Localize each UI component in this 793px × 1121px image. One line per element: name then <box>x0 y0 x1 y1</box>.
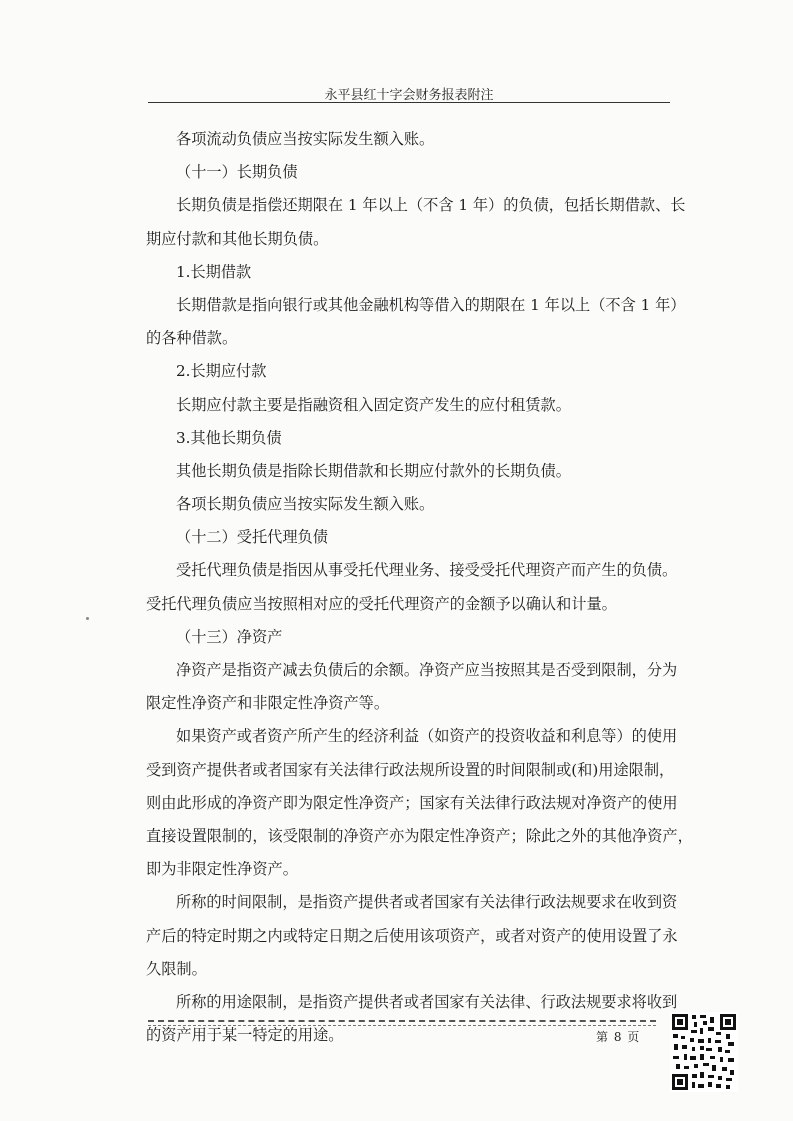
paragraph-line: 长期借款是指向银行或其他金融机构等借入的期限在 1 年以上（不含 1 年） <box>176 295 686 314</box>
section-heading-11: （十一）长期负债 <box>176 163 298 182</box>
paragraph-line: 产后的特定时期之内或特定日期之后使用该项资产，或者对资产的使用设置了永 <box>146 926 678 945</box>
section-heading-12: （十二）受托代理负债 <box>176 528 328 547</box>
subheading-long-term-loans: 1.长期借款 <box>176 262 252 281</box>
paragraph-line: 久限制。 <box>146 959 207 978</box>
page-header-title: 永平县红十字会财务报表附注 <box>324 88 494 103</box>
paragraph-line: 限定性净资产和非限定性净资产等。 <box>146 694 389 713</box>
scan-speck <box>86 617 89 620</box>
paragraph-line: 净资产是指资产减去负债后的余额。净资产应当按照其是否受到限制，分为 <box>176 661 678 679</box>
footer-divider <box>148 1020 656 1022</box>
paragraph-line: 期应付款和其他长期负债。 <box>146 229 329 248</box>
paragraph-line: 受托代理负债是指因从事受托代理业务、接受受托代理资产而产生的负债。 <box>176 561 678 580</box>
qr-code-icon <box>670 1012 738 1092</box>
paragraph-line: 则由此形成的净资产即为限定性净资产；国家有关法律行政法规对净资产的使用 <box>146 793 678 812</box>
paragraph-line: 所称的用途限制，是指资产提供者或者国家有关法律、行政法规要求将收到 <box>176 992 678 1011</box>
paragraph-line: 长期负债是指偿还期限在 1 年以上（不含 1 年）的负债，包括长期借款、长 <box>176 196 686 215</box>
footer-divider-secondary <box>148 1025 656 1026</box>
paragraph-line: 的各种借款。 <box>146 329 238 348</box>
paragraph-line: 所称的时间限制，是指资产提供者或者国家有关法律行政法规要求在收到资 <box>176 893 678 912</box>
paragraph-line: 长期应付款主要是指融资租入固定资产发生的应付租赁款。 <box>176 395 571 414</box>
paragraph-line: 各项流动负债应当按实际发生额入账。 <box>176 130 435 148</box>
paragraph-line: 其他长期负债是指除长期借款和长期应付款外的长期负债。 <box>176 461 571 480</box>
paragraph-line: 各项长期负债应当按实际发生额入账。 <box>176 495 435 514</box>
document-body <box>146 126 693 1055</box>
paragraph-line: 即为非限定性净资产。 <box>146 860 298 879</box>
header-divider <box>148 102 670 103</box>
subheading-other-long-term-liabilities: 3.其他长期负债 <box>176 428 282 447</box>
paragraph-line: 的资产用于某一特定的用途。 <box>146 1026 344 1045</box>
paragraph-line: 如果资产或者资产所产生的经济利益（如资产的投资收益和利息等）的使用 <box>176 727 678 746</box>
paragraph-line: 受到资产提供者或者国家有关法律行政法规所设置的时间限制或(和)用途限制， <box>146 760 675 779</box>
paragraph-line: 受托代理负债应当按照相对应的受托代理资产的金额予以确认和计量。 <box>146 594 617 613</box>
paragraph-line: 直接设置限制的，该受限制的净资产亦为限定性净资产；除此之外的其他净资产， <box>146 826 693 845</box>
section-heading-13: （十三）净资产 <box>176 627 283 646</box>
page-number: 第 8 页 <box>596 1030 641 1044</box>
subheading-long-term-payables: 2.长期应付款 <box>176 362 267 381</box>
